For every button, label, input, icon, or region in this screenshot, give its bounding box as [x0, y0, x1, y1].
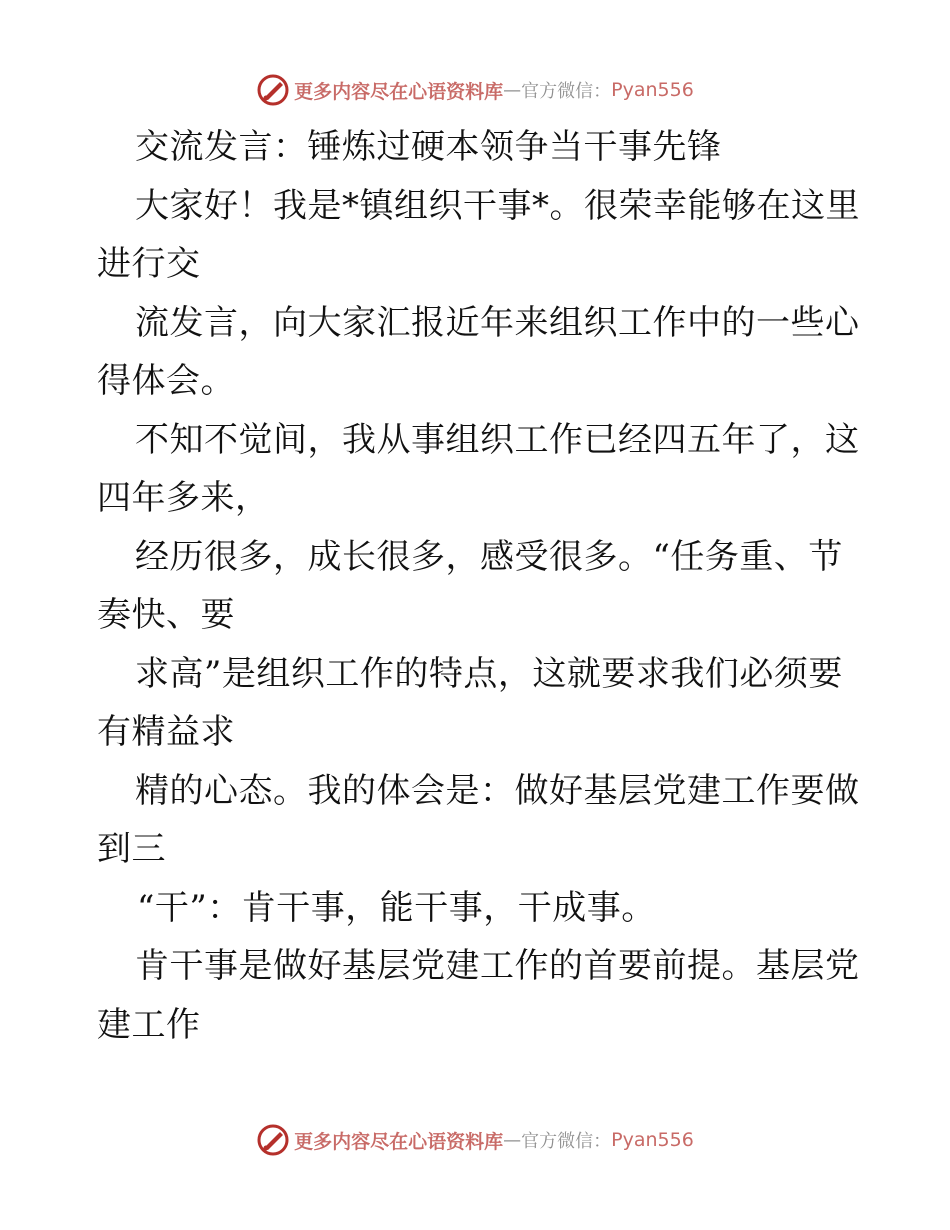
- banner-main-text: 更多内容尽在心语资料库: [294, 80, 504, 103]
- banner-sub-text: 官方微信：: [521, 1131, 612, 1152]
- banner-dash: —: [503, 79, 522, 101]
- text-line: 四年多来，: [97, 478, 270, 518]
- banner-main-text: 更多内容尽在心语资料库: [294, 1130, 504, 1153]
- banner-wechat-id: Pyan556: [611, 79, 694, 101]
- text-line: 求高”是组织工作的特点，这就要求我们必须要: [135, 653, 843, 694]
- document-title: 交流发言：锤炼过硬本领争当干事先锋: [135, 127, 722, 167]
- text-line: “干”：肯干事，能干事，干成事。: [137, 887, 656, 928]
- brand-logo-icon: [256, 1123, 290, 1157]
- text-line: 得体会。: [97, 361, 235, 401]
- text-line: 肯干事是做好基层党建工作的首要前提。基层党: [135, 946, 860, 986]
- text-line: 建工作: [97, 1004, 201, 1045]
- document-body: [97, 118, 860, 1054]
- text-line: 进行交: [97, 244, 201, 284]
- footer-watermark: [0, 1120, 950, 1160]
- text-line: 有精益求: [97, 712, 235, 752]
- text-line: 流发言，向大家汇报近年来组织工作中的一些心: [135, 302, 860, 343]
- brand-logo-icon: [256, 73, 290, 107]
- banner-sub-text: 官方微信：: [521, 81, 612, 102]
- header-watermark: [0, 70, 950, 110]
- text-line: 经历很多，成长很多，感受很多。“任务重、节: [135, 536, 843, 577]
- text-line: 到三: [97, 829, 166, 869]
- banner-dash: —: [503, 1129, 522, 1151]
- text-line: 精的心态。我的体会是：做好基层党建工作要做: [135, 770, 860, 811]
- text-line: 不知不觉间，我从事组织工作已经四五年了，这: [135, 419, 860, 460]
- text-line: 奏快、要: [97, 595, 235, 635]
- banner-wechat-id: Pyan556: [611, 1129, 694, 1151]
- text-line: 大家好！我是*镇组织干事*。很荣幸能够在这里: [135, 185, 860, 226]
